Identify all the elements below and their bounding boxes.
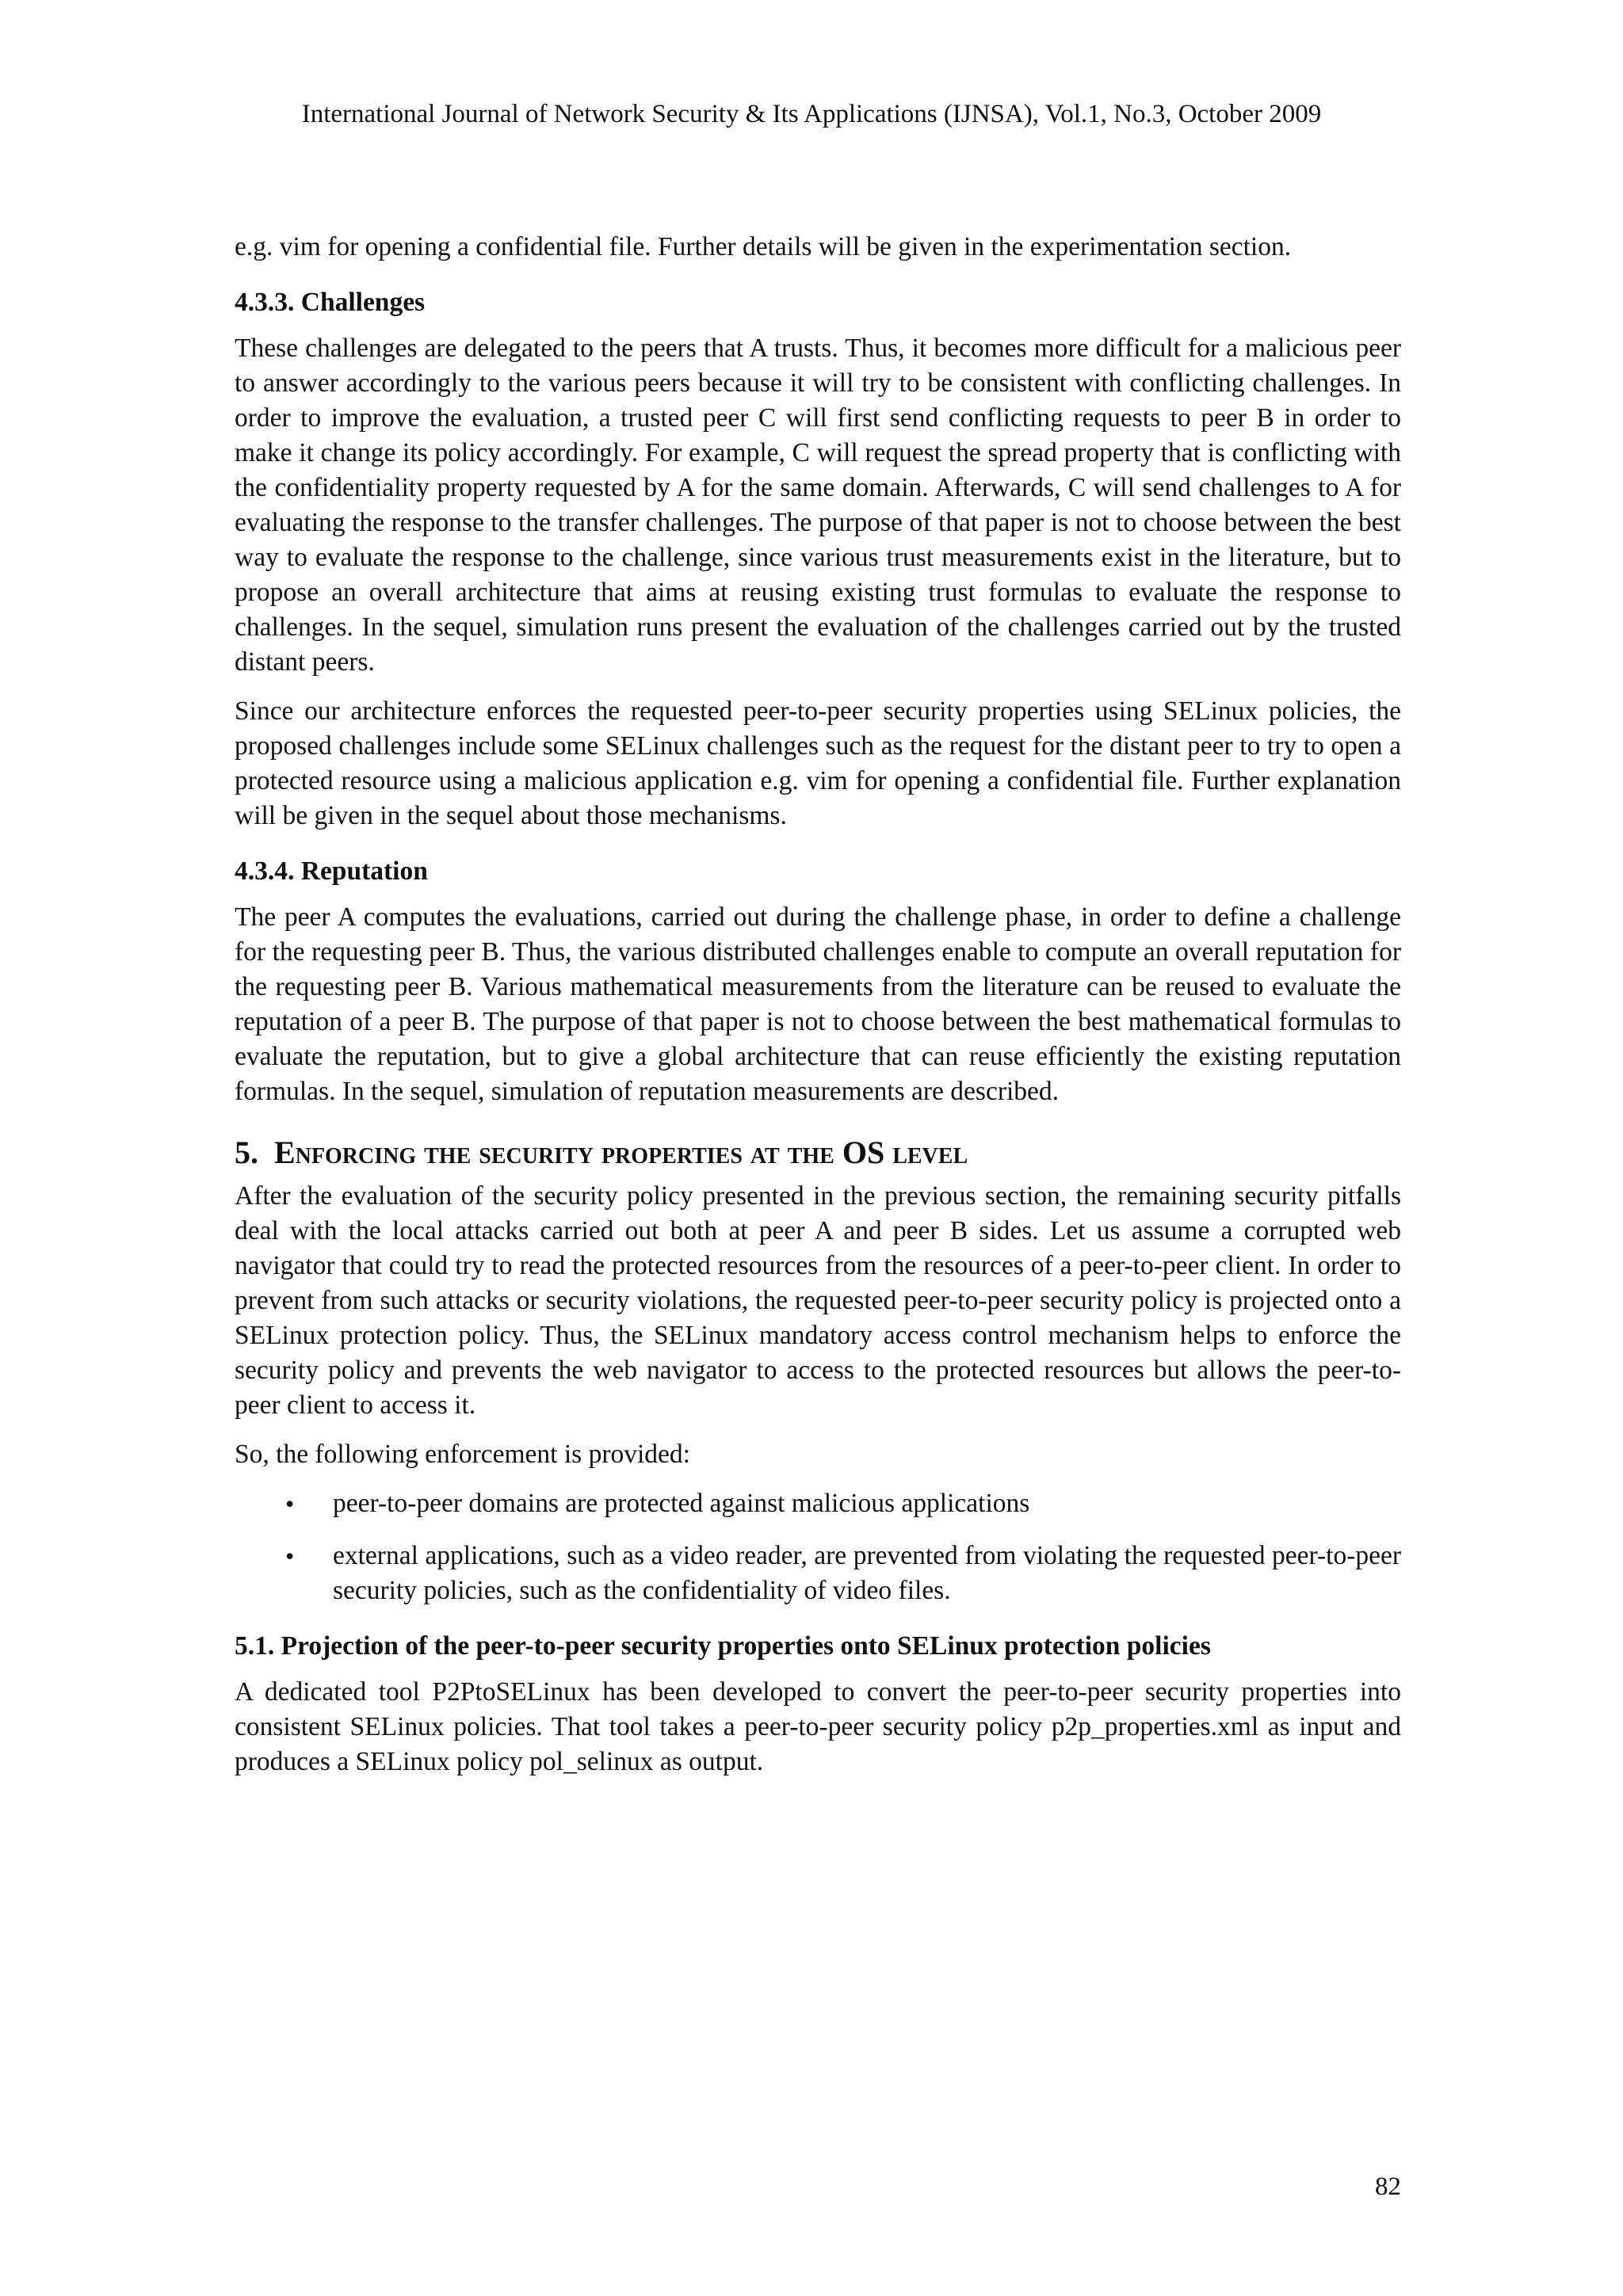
paragraph-challenges-1: These challenges are delegated to the peers that A trusts. Thus, it becomes more difficult for a malicious peer to answer accordingly to the various peers because it will try to be consistent with conflicting challenges. In order to improve the evaluation, a trusted peer C will first send conflicting requests to peer B in order to make it change its policy accordingly. For example, C will request the spread property that is conflicting with the confidentiality property requested by A for the same domain. Afterwards, C will send challenges to A for evaluating the response to the transfer challenges. The purpose of that paper is not to choose between the best way to evaluate the response to the challenge, since various trust measurements exist in the literature, but to propose an overall architecture that aims at reusing existing trust formulas to evaluate the response to challenges. In the sequel, simulation runs present the evaluation of the challenges carried out by the trusted distant peers. [235,334,1401,677]
section-heading-4-3-3: 4.3.3. Challenges [235,288,426,317]
intro-paragraph: e.g. vim for opening a confidential file. Further details will be given in the experimentation section. [235,232,1292,261]
section-number-5: 5. [235,1135,258,1170]
running-header: International Journal of Network Security & Its Applications (IJNSA), Vol.1, No.3, October 2009 [301,100,1322,128]
section-title-5: Enforcing the security properties at the OS level [274,1135,968,1170]
page-body [235,230,1401,1794]
section-heading-5 [235,1133,1401,1173]
page-number: 82 [1375,2172,1401,2201]
paragraph-enforcing-2: So, the following enforcement is provided: [235,1440,690,1469]
paragraph-enforcing-1: After the evaluation of the security policy presented in the previous section, the remaining security pitfalls deal with the local attacks carried out both at peer A and peer B sides. Let us assume a corrupted web navigator that could try to read the protected resources from the resources of a peer-to-peer client. In order to prevent from such attacks or security violations, the requested peer-to-peer security policy is projected onto a SELinux protection policy. Thus, the SELinux mandatory access control mechanism helps to enforce the security policy and prevents the web navigator to access to the protected resources but allows the peer-to-peer client to access it. [235,1181,1401,1420]
paragraph-reputation: The peer A computes the evaluations, carried out during the challenge phase, in order to define a challenge for the requesting peer B. Thus, the various distributed challenges enable to compute an overall reputation for the requesting peer B. Various mathematical measurements from the literature can be reused to evaluate the reputation of a peer B. The purpose of that paper is not to choose between the best mathematical formulas to evaluate the reputation, but to give a global architecture that can reuse efficiently the existing reputation formulas. In the sequel, simulation of reputation measurements are described. [235,902,1401,1106]
list-item-text: external applications, such as a video reader, are prevented from violating the requested peer-to-peer security policies, such as the confidentiality of video files. [333,1541,1401,1605]
paragraph-projection: A dedicated tool P2PtoSELinux has been developed to convert the peer-to-peer security properties into consistent SELinux policies. That tool takes a peer-to-peer security policy p2p_properties.xml as input and produces a SELinux policy pol_selinux as output. [235,1677,1401,1776]
section-heading-4-3-4: 4.3.4. Reputation [235,856,428,886]
bullet-icon: • [285,1489,295,1518]
enforcement-list [235,1486,1401,1608]
list-item [235,1486,1401,1521]
list-item [235,1539,1401,1608]
paragraph-challenges-2: Since our architecture enforces the requested peer-to-peer security properties using SELinux policies, the proposed challenges include some SELinux challenges such as the request for the distant peer to try to open a protected resource using a malicious application e.g. vim for opening a confidential file. Further explanation will be given in the sequel about those mechanisms. [235,696,1401,830]
bullet-icon: • [285,1542,295,1570]
list-item-text: peer-to-peer domains are protected against malicious applications [333,1489,1030,1518]
section-heading-5-1: 5.1. Projection of the peer-to-peer security properties onto SELinux protection policies [235,1631,1211,1661]
